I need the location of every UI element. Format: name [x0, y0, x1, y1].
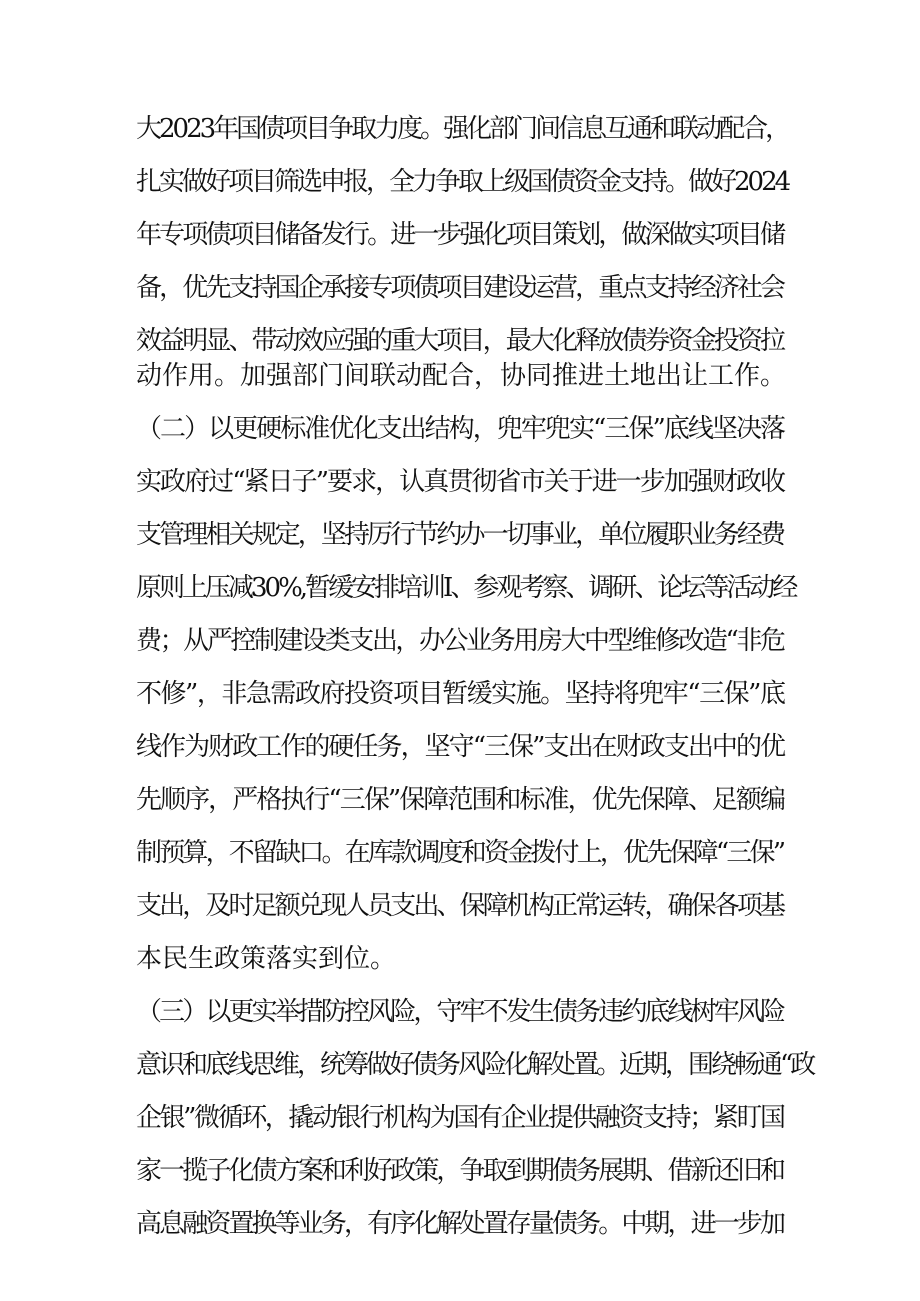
paragraph-line: 年专项债项目储备发行。进一步强化项目策划，做深做实项目储 — [136, 220, 784, 250]
paragraph-line: 实政府过“紧日子”要求，认真贯彻省市关于进一步加强财政收 — [136, 467, 785, 497]
paragraph-line: 企银”微循环，撬动银行机构为国有企业提供融资支持；紧盯国 — [136, 1103, 784, 1133]
paragraph-line: 支出，及时足额兑现人员支出、保障机构正常运转，确保各项基 — [136, 891, 784, 921]
paragraph-line: 高息融资置换等业务，有序化解处置存量债务。中期，进一步加 — [136, 1209, 784, 1239]
paragraph-line: 备，优先支持国企承接专项债项目建设运营，重点支持经济社会 — [136, 273, 784, 303]
paragraph-line: 效益明显、带动效应强的重大项目，最大化释放债券资金投资拉 — [136, 326, 784, 356]
paragraph-line: 费；从严控制建设类支出，办公业务用房大中型维修改造“非危 — [136, 626, 784, 656]
paragraph-line: （二）以更硬标准优化支出结构，兜牢兜实“三保”底线坚决落 — [136, 414, 785, 444]
paragraph-line: 大2023年国债项目争取力度。强化部门间信息互通和联动配合， — [136, 114, 789, 144]
paragraph-line: 制预算，不留缺口。在库款调度和资金拨付上，优先保障“三保” — [136, 838, 784, 868]
paragraph-line: 原则上压减30%,暂缓安排培训I、参观考察、调研、论坛等活动经 — [136, 573, 796, 603]
paragraph-line: 支管理相关规定，坚持厉行节约办一切事业，单位履职业务经费 — [136, 520, 784, 550]
paragraph-line: 扎实做好项目筛选申报，全力争取上级国债资金支持。做好2024 — [136, 167, 789, 197]
paragraph-line: 本民生政策落实到位。 — [136, 944, 397, 974]
paragraph-line: 不修”，非急需政府投资项目暂缓实施。坚持将兜牢“三保”底 — [136, 679, 785, 709]
paragraph-line: 动作用。加强部门间联动配合，协同推进土地出让工作。 — [136, 361, 787, 391]
paragraph-line: 意识和底线思维，统筹做好债务风险化解处置。近期，围绕畅通“政 — [136, 1050, 814, 1080]
paragraph-line: 先顺序，严格执行“三保”保障范围和标准，优先保障、足额编 — [136, 785, 785, 815]
paragraph-line: 家一揽子化债方案和利好政策，争取到期债务展期、借新还旧和 — [136, 1156, 784, 1186]
paragraph-line: 线作为财政工作的硬任务，坚守“三保”支出在财政支出中的优 — [136, 732, 785, 762]
paragraph-line: （三）以更实举措防控风险，守牢不发生债务违约底线树牢风险 — [136, 997, 784, 1027]
